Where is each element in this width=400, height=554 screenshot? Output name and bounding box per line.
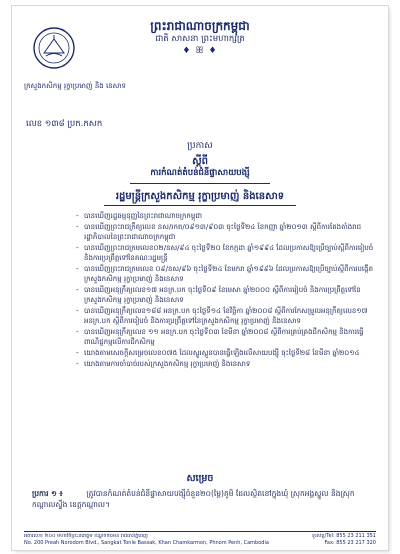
kingdom-heading: ព្រះរាជាណាចក្រកម្ពុជា: [150, 19, 250, 33]
considerations-list: [76, 211, 376, 370]
footer-phone: ទូរស័ព្ទ/Tel: 855 23 211 351: [311, 533, 376, 539]
footer-address-khmer: អគារលេខ ២០០ មហាវិថីព្រះនរោត្តម ខ័ណ្ឌចំការមន រាជធានីភ្នំពេញ: [24, 533, 148, 539]
consideration-item: - បានឃើញព្រះរាជក្រមលេខ ០៩/នស/៩៦ ចុះថ្ងៃទី២៤ ខែមករា ឆ្នាំ១៩៩៦ ដែលប្រកាសឱ្យប្រើច្បាប់ស្តីពីការបង្កើតក្រសួងកសិកម្ម រុក្ខាប្រមាញ់ និងនេសាទ: [76, 264, 376, 284]
national-motto: ជាតិ សាសនា ព្រះមហាក្សត្រ: [155, 34, 245, 44]
consideration-item: - យោងតាមសេចក្តីសម្រេចលេខ០៧៥ ដែលស្ទូរស្ពូនបានធ្វើឡើងលើសាយបង្ស៊ី ចុះថ្ងៃទី២៨ ខែមីនា ឆ្នាំ២០១៤: [76, 348, 376, 358]
consideration-item: - បានឃើញរដ្ឋធម្មនុញ្ញនៃព្រះរាជាណាចក្រកម្ពុជា: [76, 211, 376, 221]
document-subtitle: ស្តីពី: [192, 156, 208, 167]
ministry-seal-icon: [32, 26, 76, 70]
footer-address: [24, 533, 376, 547]
document-topic: ការកំណត់តំបន់ជំនីផ្ទាសាយបង្ស៊ី: [150, 168, 250, 178]
consideration-item: - បានឃើញព្រះរាជក្រឹត្យលេខ នស/រកត/០៩១៣/៩០៣ ចុះថ្ងៃទី២៤ ខែកញ្ញា ឆ្នាំ២០១៣ ស្តីពីការតែងតាំងរាជរដ្ឋាភិបាលនៃព្រះរាជាណាចក្រកម្ពុជា: [76, 222, 376, 242]
consideration-item: - បានឃើញព្រះរាជក្រមលេខ០២/នស/៩៤ ចុះថ្ងៃទី២០ ខែកក្កដា ឆ្នាំ១៩៩៤ ដែលប្រកាសឱ្យប្រើច្បាប់ស្តីពីការរៀបចំនិងការប្រព្រឹត្តទៅនៃគណៈរដ្ឋមន្ត្រី: [76, 243, 376, 263]
reference-number: លេខ ១៣៨ ប្រក.កសក: [26, 119, 103, 129]
document-page: [12, 6, 388, 550]
ornament-divider: ♦ ꕥ ♦: [182, 46, 218, 56]
consideration-item: - បានឃើញអនុក្រឹត្យលេខ១៧ អនក្រ.បក ចុះថ្ងៃទី០៩ ខែមេសា ឆ្នាំ២០០០ ស្តីពីការរៀបចំ និងការប្រព្រឹត្តទៅនៃក្រសួងកសិកម្ម រុក្ខាប្រមាញ់ និងនេសាទ: [76, 285, 376, 305]
document-title: ប្រកាស: [187, 141, 213, 151]
ministry-name: ក្រសួងកសិកម្ម រុក្ខាប្រមាញ់ និង នេសាទ: [24, 82, 126, 90]
footer-divider: [24, 531, 376, 532]
footer-fax: Fax: 855 23 217 320: [324, 540, 376, 546]
article-text: ត្រូវបានកំណត់តំបន់ជំនីផ្ទាសាយបង្ស៊ីចំនួន២០(ម្ភៃ)ភូមិ ដែលស្ថិតនៅក្នុងឃុំ ស្រុកអង្គស្នួល និងស្រុកកណ្តាលស្ទឹង ខេត្តកណ្តាល។: [32, 489, 355, 509]
article-label: ប្រការ ១ ៖: [32, 489, 63, 498]
consideration-item: - បានឃើញអនុក្រឹត្យលេខ១៨៨ អនក្រ.បក ចុះថ្ងៃទី១៤ ខែវិច្ឆិកា ឆ្នាំ២០០៨ ស្តីពីការកែសម្រួលអនុក្រឹត្យលេខ១៧ អនក្រ.បក ស្តីពីការរៀបចំ និងការប្រព្រឹត្តទៅនៃក្រសួងកសិកម្ម រុក្ខាប្រមាញ់ និងនេសាទ: [76, 306, 376, 326]
title-underline: [130, 183, 270, 184]
consideration-item: - បានឃើញអនុក្រឹត្យលេខ ១១ អនក្រ.បក ចុះថ្ងៃទី០៣ ខែមីនា ឆ្នាំ២០០៨ ស្តីពីការគ្រប់គ្រងជីកសិកម្ម និងការធ្វើពាណិជ្ជកម្មលើការជីកសិកម្ម: [76, 327, 376, 347]
footer-address-english: No. 200 Preah Norodom Blvd., Sangkat Tonle Bassak, Khan Chamkarmon, Phnom Penh, Cambodia: [24, 540, 269, 546]
decides-heading: សម្រេច: [186, 473, 214, 484]
authority-underline: [104, 205, 296, 206]
issuing-authority: រដ្ឋមន្ត្រីក្រសួងកសិកម្ម រុក្ខាប្រមាញ់ និងនេសាទ: [115, 191, 285, 202]
consideration-item: - យោងតាមការចាំបាច់របស់ក្រសួងកសិកម្ម រុក្ខាប្រមាញ់ និងនេសាទ: [76, 359, 376, 369]
article-1: [32, 488, 372, 510]
